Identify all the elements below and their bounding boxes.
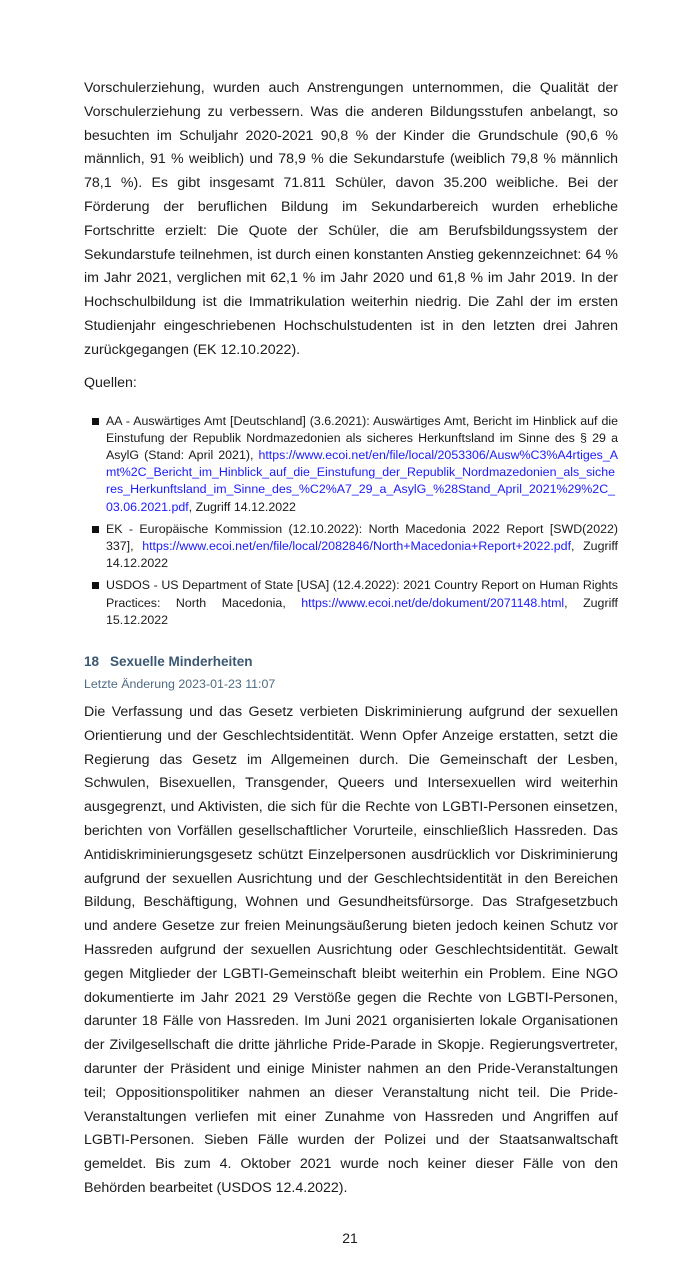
source-link[interactable]: https://www.ecoi.net/en/file/local/2082846/North+Macedonia+Report+2022.pdf: [142, 538, 572, 553]
source-access: , Zugriff 14.12.2022: [188, 499, 296, 514]
page-number: 21: [342, 1229, 358, 1246]
source-text: USDOS - US Department of State [USA] (12.4.2022): 2021 Country Report on Human Rights Practices: North Macedonia,: [106, 578, 618, 610]
source-text: EK - Europäische Kommission (12.10.2022): North Macedonia 2022 Report [SWD(2022) 337],: [106, 521, 618, 553]
last-changed: Letzte Änderung 2023-01-23 11:07: [84, 677, 276, 691]
section-heading: [84, 653, 618, 671]
source-link[interactable]: https://www.ecoi.net/en/file/local/2053306/Ausw%C3%A4rtiges_Amt%2C_Bericht_im_Hinblick_auf_die_Einstufung_der_Republik_Nordmazedonien_als_sicheres_Herkunftsland_im_Sinne_des_%C2%A7_29_a_AsylG_%28Stand_April_2021%29%2C_03.06.2021.pdf: [106, 447, 618, 514]
section-number: 18: [84, 654, 100, 669]
source-item: [106, 413, 618, 516]
source-item: [106, 577, 618, 629]
body-paragraph-sexual-minorities: Die Verfassung und das Gesetz verbieten Diskriminierung aufgrund der sexuellen Orientierung und der Geschlechtsidentität. Wenn Opfer Anzeige erstatten, setzt die Regierung das Gesetz im Allgemeinen durch. Die Gemeinschaft der Lesben, Schwulen, Bisexuellen, Transgender, Queers und Intersexuellen wird weiterhin ausgegrenzt, und Aktivisten, die sich für die Rechte von LGBTI-Personen einsetzen, berichten von Vorfällen gesellschaftlicher Vorurteile, einschließlich Hassreden. Das Antidiskriminierungsgesetz schützt Einzelpersonen ausdrücklich vor Diskriminierung aufgrund der sexuellen Ausrichtung und der Geschlechtsidentität in den Bereichen Bildung, Beschäftigung, Wohnen und Gesundheitsfürsorge. Das Strafgesetzbuch und andere Gesetze zur freien Meinungsäußerung bieten jedoch keinen Schutz vor Hassreden aufgrund der sexuellen Ausrichtung oder Geschlechtsidentität. Gewalt gegen Mitglieder der LGBTI-Gemeinschaft bleibt weiterhin ein Problem. Eine NGO dokumentierte im Jahr 2021 29 Verstöße gegen die Rechte von LGBTI-Personen, darunter 18 Fälle von Hassreden. Im Juni 2021 organisierten lokale Organisationen der Zivilgesellschaft die dritte jährliche Pride-Parade in Skopje. Regierungsvertreter, darunter der Präsident und einige Minister nahmen an den Pride-Veranstaltungen teil; Oppositionspolitiker nahmen an dieser Veranstaltung nicht teil. Die Pride-Veranstaltungen verliefen mit einer Zunahme von Hassreden und Angriffen auf LGBTI-Personen. Sieben Fälle wurden der Polizei und der Staatsanwaltschaft gemeldet. Bis zum 4. Oktober 2021 wurde noch keiner dieser Fälle von den Behörden bearbeitet (USDOS 12.4.2022).: [84, 704, 618, 1196]
source-access: , Zugriff 15.12.2022: [106, 595, 618, 627]
source-item: [106, 521, 618, 573]
source-link[interactable]: https://www.ecoi.net/de/dokument/2071148.html: [301, 595, 565, 610]
source-access: , Zugriff 14.12.2022: [106, 538, 618, 571]
sources-list: [106, 413, 618, 629]
source-text: AA - Auswärtiges Amt [Deutschland] (3.6.2021): Auswärtiges Amt, Bericht im Hinblick auf die Einstufung der Republik Nordmazedonien als sicheres Herkunftsland im Sinne des § 29 a AsylG (Stand: April 2021),: [106, 413, 618, 462]
section-title: Sexuelle Minderheiten: [110, 654, 253, 669]
body-paragraph-education: Vorschulerziehung, wurden auch Anstrengungen unternommen, die Qualität der Vorschulerziehung zu verbessern. Was die anderen Bildungsstufen anbelangt, so besuchten im Schuljahr 2020-2021 90,8 % der Kinder die Grundschule (90,6 % männlich, 91 % weiblich) und 78,9 % die Sekundarstufe (weiblich 79,8 % männlich 78,1 %). Es gibt insgesamt 71.811 Schüler, davon 35.200 weibliche. Bei der Förderung der beruflichen Bildung im Sekundarbereich wurden erhebliche Fortschritte erzielt: Die Quote der Schüler, die am Berufsbildungssystem der Sekundarstufe teilnehmen, ist durch einen konstanten Anstieg gekennzeichnet: 64 % im Jahr 2021, verglichen mit 62,1 % im Jahr 2020 und 61,8 % im Jahr 2019. In der Hochschulbildung ist die Immatrikulation weiterhin niedrig. Die Zahl der im ersten Studienjahr eingeschriebenen Hochschulstudenten ist in den letzten drei Jahren zurückgegangen (EK 12.10.2022).: [84, 80, 618, 358]
sources-label: Quellen:: [84, 374, 137, 391]
